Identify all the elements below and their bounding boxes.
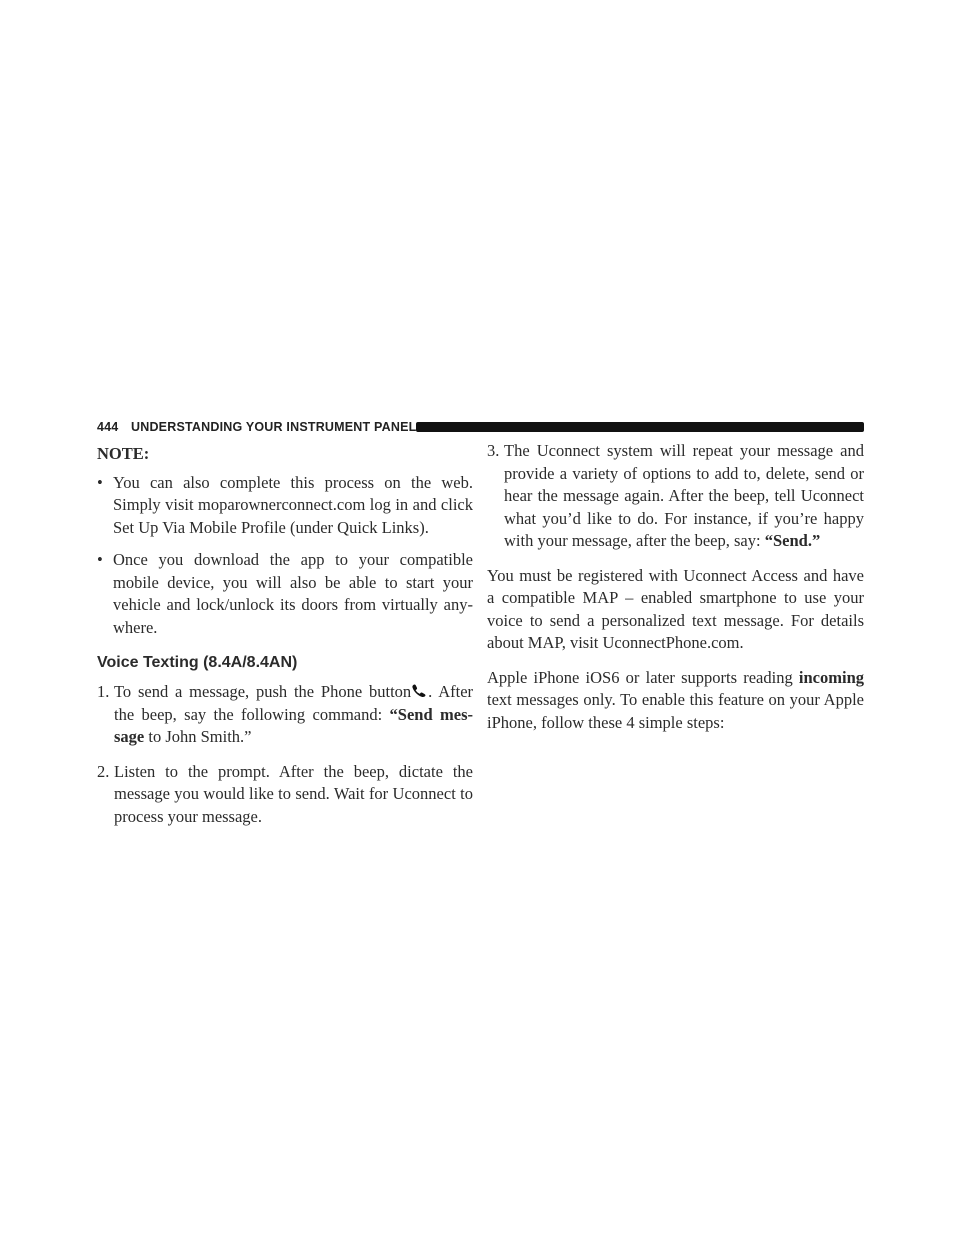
- registration-paragraph: You must be registered with Uconnect Access and have a compatible MAP – enabled smartphone to use your voice to send a personalized text message. For details about MAP, visit UconnectPhone.com.: [487, 565, 864, 652]
- note-bullet-1: [97, 472, 473, 540]
- note-label: NOTE:: [97, 444, 150, 463]
- para-text: Apple iPhone iOS6 or later supports reading: [487, 667, 799, 687]
- page-header: [97, 418, 864, 436]
- step-number: 1.: [97, 682, 110, 701]
- right-column: [487, 440, 864, 746]
- incoming-bold: incoming: [798, 667, 864, 687]
- step-number: 3.: [487, 441, 500, 460]
- step-text: The Uconnect system will repeat your message and provide a variety of options to add to, delete, send or hear the message again. After the beep, tell Uconnect what you’d like to do. For instance, if you’re happy with your message, after the beep, say:: [504, 441, 864, 550]
- note-bullet-2: [97, 549, 473, 639]
- command-bold: “Send mes-sage: [114, 704, 473, 746]
- section-heading: Voice Texting (8.4A/8.4AN): [97, 654, 298, 671]
- bullet-text: You can also complete this process on the web. Simply visit moparownerconnect.com log in and click Set Up Via Mobile Profile (under Quick Links).: [113, 472, 473, 537]
- bullet-text: Once you download the app to your compatible mobile device, you will also be able to start your vehicle and lock/unlock its doors from virtually any-where.: [113, 550, 473, 637]
- step-1: [97, 681, 473, 749]
- step-3: [487, 440, 864, 553]
- phone-icon: [411, 683, 428, 698]
- page-number: 444: [97, 420, 119, 434]
- section-title: UNDERSTANDING YOUR INSTRUMENT PANEL: [131, 420, 417, 434]
- step-text-cont: . After the beep, say the following command:: [114, 682, 474, 724]
- iphone-paragraph: [487, 667, 864, 735]
- step-text: Listen to the prompt. After the beep, dictate the message you would like to send. Wait for Uconnect to process your message.: [114, 761, 473, 826]
- command-rest: to John Smith.”: [144, 727, 252, 746]
- bullet-marker: •: [97, 550, 103, 569]
- send-command: “Send.”: [764, 531, 821, 550]
- step-number: 2.: [97, 761, 110, 781]
- step-text: To send a message, push the Phone button: [114, 682, 412, 701]
- bullet-marker: •: [97, 472, 103, 492]
- step-2: [97, 761, 473, 829]
- left-column: [97, 440, 473, 840]
- header-rule: [416, 422, 864, 432]
- para-text-cont: text messages only. To enable this feature on your Apple iPhone, follow these 4 simple steps:: [487, 690, 864, 732]
